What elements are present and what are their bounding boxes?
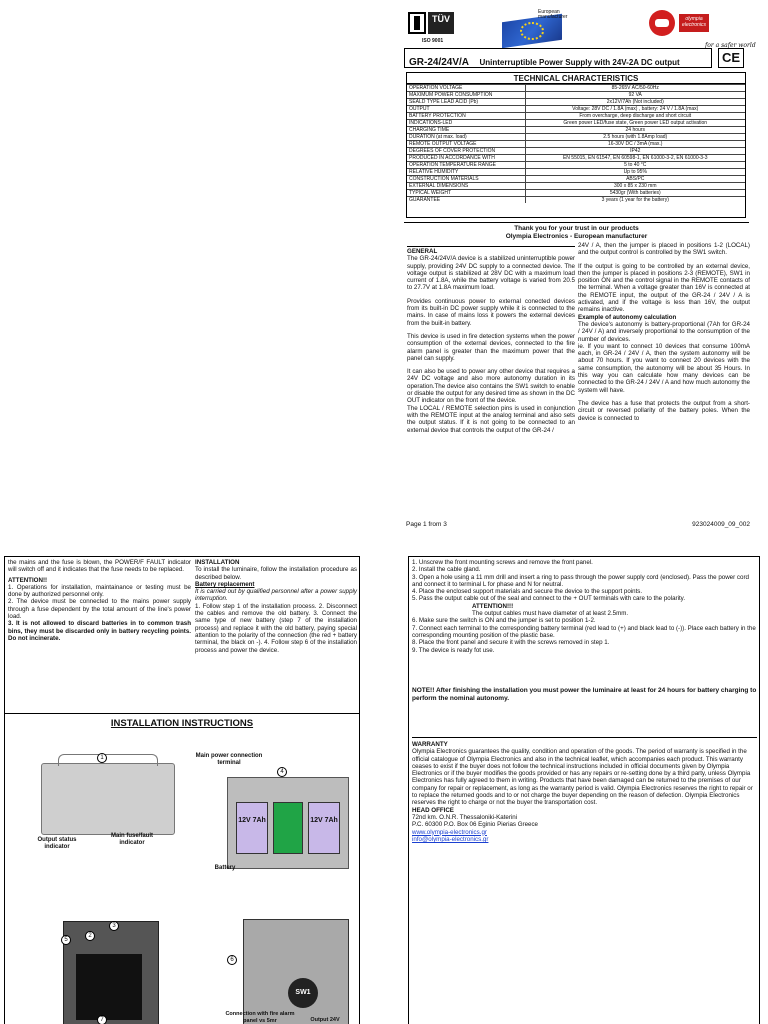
tech-value: 2x12V/7Ah (Not included) bbox=[525, 99, 745, 106]
right-paragraph-4: ie. If you want to connect 10 devices that consume 100mA each, in GR-24 / 24V / A, then the system autonomy will be about 70 hours. If you want to connect 20 devices with the same consumption, the autonomy will be about 35 Hours. In this way you can calculate how many devices can be connected to the GR-24 / 24V / A and how much autonomy the system will have. bbox=[578, 342, 750, 394]
main-power-terminal-label: Main power connection terminal bbox=[195, 753, 263, 766]
tech-row bbox=[407, 141, 745, 148]
olympia-circle-icon bbox=[649, 10, 675, 36]
tech-value: Voltage: 28V DC / 1.8A (max) , battery: 24 V / 1.8A (max) bbox=[525, 106, 745, 113]
eu-flag-logo bbox=[502, 9, 568, 46]
installation-step: 4. Place the enclosed support materials and secure the device to the support points. bbox=[412, 588, 643, 596]
model-name: GR-24/24V/A bbox=[409, 57, 470, 68]
tech-key: PRODUCED IN ACCORDANCE WITH bbox=[407, 155, 525, 162]
tech-row bbox=[407, 85, 745, 92]
autonomy-heading: Example of autonomy calculation bbox=[578, 313, 677, 321]
callout-5-icon: 5 bbox=[61, 935, 71, 945]
battery-replacement-note: It is carried out by qualified personnel after a power supply interruption. bbox=[195, 588, 357, 603]
tech-value: ABS/PC bbox=[525, 176, 745, 183]
installation-step: 5. Pass the output cable out of the seal and connect to the + OUT terminals with care to the polarity. bbox=[412, 595, 686, 603]
tech-row bbox=[407, 120, 745, 127]
tech-value: 16-30V DC / 3mA (max.) bbox=[525, 141, 745, 148]
tech-row bbox=[407, 106, 745, 113]
general-paragraph-2: Provides continuous power to external conected devices from its built-in DC power supply while it is connected to the mains. In case of mains loss it powers the external devices from the built-in battery. bbox=[407, 297, 575, 327]
tech-row bbox=[407, 134, 745, 141]
callout-3-icon: 3 bbox=[109, 921, 119, 931]
installation-instructions-title: INSTALLATION INSTRUCTIONS bbox=[5, 713, 359, 729]
warranty-heading: WARRANTY bbox=[412, 741, 448, 748]
right-paragraph-5: The device has a fuse that protects the output from a short-circuit or reversed pollarity of the battery poles. When the device is connected to bbox=[578, 399, 750, 422]
right-paragraph-2: If the output is going to be controlled by an external device, then the jumper is placed in positions 2-3 (REMOTE), SW1 in position ON and the control signal in the REMOTE contacts of the terminal. When a voltage greater than 16V is connected at the REMOTE input, the output of the GR-24 / 24V / A is activated, and if the voltage is less than 16V, the output remains inactive. bbox=[578, 262, 750, 314]
installation-step: 1. Unscrew the front mounting screws and remove the front panel. bbox=[412, 559, 593, 566]
website-link[interactable]: www.olympia-electronics.gr bbox=[412, 828, 487, 836]
connection-label: Connection with fire alarm panel vs 5mr bbox=[225, 1011, 295, 1024]
page-1 bbox=[404, 0, 768, 535]
tech-key: REMOTE OUTPUT VOLTAGE bbox=[407, 141, 525, 148]
tech-value: 5 to 40 °C bbox=[525, 162, 745, 169]
general-column bbox=[407, 246, 575, 516]
main-fuse-label: Main fuse/fault indicator bbox=[110, 833, 153, 846]
tech-table-title: TECHNICAL CHARACTERISTICS bbox=[407, 73, 745, 84]
head-office-heading: HEAD OFFICE bbox=[412, 806, 454, 814]
tech-key: RELATIVE HUMIDITY bbox=[407, 169, 525, 176]
tech-value: 300 x 85 x 230 mm bbox=[525, 183, 745, 190]
battery-label: Battery bbox=[214, 865, 236, 871]
title-row bbox=[404, 48, 768, 68]
battery-compartment-diagram bbox=[227, 777, 349, 869]
warranty-text: Olympia Electronics guarantees the quality, condition and operation of the goods. The period of warranty is specified in the official catalogue of Olympia Electronics and also in the technical leaflet, which accompanies each product. This warranty ceases to exist if the buyer does not follow the technical instructions included in official documents given by Olympia Electronics or if the buyer modifies the goods provided or has any repairs or re-setting done by a third party, unless Olympia Electronics has fully agreed to them in writing. Products that have been damaged can be returned to the premises of our company for repair or replacement, as long as the warranty period is valid. Olympia Electronics reserves the right to repair or to replace the returned goods and to or not charge the buyer depending on the reason of defection. Olympia Electronics reserves the right to charge or not the buyer the transportation cost. bbox=[412, 748, 753, 807]
slogan: for a safer world bbox=[705, 42, 756, 49]
product-title-box bbox=[404, 48, 712, 68]
tuv-box: TÜV bbox=[428, 12, 454, 34]
tech-value: 92 VA bbox=[525, 92, 745, 99]
general-paragraph-4: It can also be used to power any other device that requires a 24V DC voltage and also more autonomy duration in its operation.The device also contains the SW1 switch to enable or disable the output for any desired time as shown in the DC OUT indicator on the front of the device. bbox=[407, 368, 575, 405]
tech-value: IP42 bbox=[525, 148, 745, 155]
tech-row bbox=[407, 92, 745, 99]
iso-label: ISO 9001 bbox=[422, 38, 444, 44]
installation-column bbox=[195, 559, 357, 657]
callout-7-icon: 7 bbox=[97, 1015, 107, 1024]
callout-6-icon: 6 bbox=[227, 955, 237, 965]
installation-step: 3. Open a hole using a 11 mm drill and insert a ring to pass through the power supply cord (enclosed). Pass the power cord and connect it to terminal L for phase and N for neutral. bbox=[412, 573, 749, 588]
tech-key: CONSTRUCTION MATERIALS bbox=[407, 176, 525, 183]
front-panel-diagram bbox=[41, 763, 175, 835]
product-description: Uninterruptible Power Supply with 24V-2A DC output bbox=[479, 58, 680, 67]
tech-key: DEGREES OF COVER PROTECTION bbox=[407, 148, 525, 155]
handle-outline bbox=[58, 754, 158, 766]
attention-column bbox=[8, 559, 191, 645]
tech-table bbox=[407, 84, 745, 203]
european-manufacturer-label: European manufacturer bbox=[538, 9, 568, 20]
tech-row bbox=[407, 197, 745, 204]
page-2 bbox=[4, 556, 360, 1024]
tech-key: TYPICAL WEIGHT bbox=[407, 190, 525, 197]
tech-key: GUARANTEE bbox=[407, 197, 525, 204]
warranty-section bbox=[412, 737, 757, 843]
callout-1-icon: 1 bbox=[97, 753, 107, 763]
fuse-intro-text: the mains and the fuse is blown, the POWER/F FAULT indicator will switch off and it indicates that the fuse needs to be replaced. bbox=[8, 559, 191, 574]
tech-value: 2.5 hours (with 1.8Amp load) bbox=[525, 134, 745, 141]
installation-step: 2. Install the cable gland. bbox=[412, 566, 481, 574]
installation-step: 6. Make sure the switch is ON and the jumper is set to position 1-2. bbox=[412, 617, 596, 625]
installation-text: To install the luminaire, follow the installation procedure as described below. bbox=[195, 566, 357, 581]
tech-key: OUTPUT bbox=[407, 106, 525, 113]
tech-key: INDICATIONS-LED bbox=[407, 120, 525, 127]
right-paragraph-3: The device's autonomy is battery-proportional (7Ah for GR-24 / 24V / A) and inversely proportional to the consumption of the number of devices. bbox=[578, 320, 750, 343]
general-paragraph-1: The GR-24/24V/A device is a stabilized uninterruptible power supply, providing 24V DC supply to a connected device. The voltage output is stabilized at 28V DC with a maximum load current of 1.8A, while the battery voltage is varied from 20.5 to 27.7V at 1.8A maximum load. bbox=[407, 255, 575, 292]
tech-value: 85-265V AC/50-60Hz bbox=[525, 85, 745, 92]
sw1-switch: SW1 bbox=[288, 978, 318, 1008]
tuv-logo bbox=[408, 12, 456, 42]
general-heading: GENERAL bbox=[407, 248, 438, 255]
page-number: Page 1 from 3 bbox=[406, 521, 447, 528]
office-address-2: P.C. 60300 P.O. Box 06 Eginio Pierias Greece bbox=[412, 821, 539, 829]
photo-interior bbox=[76, 954, 142, 1020]
installation-step: 8. Place the front panel and secure it with the screws removed in step 1. bbox=[412, 639, 610, 647]
installation-step: 9. The device is ready fot use. bbox=[412, 646, 495, 654]
tech-value: Up to 95% bbox=[525, 169, 745, 176]
tech-value: From overcharge, deep discharge and short circuit bbox=[525, 113, 745, 120]
charging-note: NOTE!! After finishing the installation you must power the luminaire at least for 24 hours for battery charging to perform the nominal autonomy. bbox=[412, 687, 757, 702]
tech-key: MAXIMUM POWER CONSUMPTION bbox=[407, 92, 525, 99]
tech-key: EXTERNAL DIMENSIONS bbox=[407, 183, 525, 190]
page-3 bbox=[408, 556, 760, 1024]
tech-value: Green power LED/fuse state, Green power LED output activation bbox=[525, 120, 745, 127]
office-address-1: 72nd km. O.N.R. Thessaloniki-Katerini bbox=[412, 813, 518, 821]
tech-key: SEALD TYPE LEAD ACID (Pb) bbox=[407, 99, 525, 106]
output-label: Output 24V bbox=[310, 1017, 340, 1023]
tech-key: OPERATION TEMPERATURE RANGE bbox=[407, 162, 525, 169]
tech-row bbox=[407, 176, 745, 183]
tech-row bbox=[407, 127, 745, 134]
tech-row bbox=[407, 169, 745, 176]
tech-value: 5430gr (With batteries) bbox=[525, 190, 745, 197]
tech-key: DURATION (at max. load) bbox=[407, 134, 525, 141]
page-footer bbox=[406, 521, 750, 528]
tech-key: OPERATION VOLTAGE bbox=[407, 85, 525, 92]
tech-row bbox=[407, 113, 745, 120]
installation-step: The output cables must have diameter of at least 2.5mm. bbox=[472, 610, 629, 618]
output-status-label: Output status indicator bbox=[37, 837, 77, 850]
tech-row bbox=[407, 190, 745, 197]
terminal-photo bbox=[243, 919, 349, 1024]
tech-value: EN 55015, EN 61547, EN 60598-1, EN 61000-3-2, EN 61000-3-3 bbox=[525, 155, 745, 162]
right-paragraph-1: 24V / A, then the jumper is placed in positions 1-2 (LOCAL) and the output control is controlled by the SW1 switch. bbox=[578, 242, 750, 257]
email-link[interactable]: info@olympia-electronics.gr bbox=[412, 835, 489, 843]
general-paragraph-5: The LOCAL / REMOTE selection pins is used in conjunction with the REMOTE input at the analog terminal and also sets the output status. If it is not going to be connected to an external device that controls the output of the GR-24 / bbox=[407, 404, 575, 434]
brand-name: olympia electronics bbox=[679, 14, 709, 32]
thanks-line-1: Thank you for your trust in our products bbox=[514, 225, 639, 232]
callout-2-icon: 2 bbox=[85, 931, 95, 941]
battery-replacement-steps: 1. Follow step 1 of the installation process. 2. Disconnect the cables and remove the old battery. 3. Connect the same type of new battery (step 7 of the installation process) and replace it with the old battery, paying special attention to the polarity of the connection (the red + battery terminal, the black on -). 4. Follow step 6 of the installation process and power the device. bbox=[195, 602, 357, 654]
attention-item-1: 1. Operations for installation, maintainance or testing must be done by authorized personnel only. bbox=[8, 583, 191, 599]
callout-4-icon: 4 bbox=[277, 767, 287, 777]
right-text-column bbox=[578, 242, 750, 517]
tech-key: CHARGING TIME bbox=[407, 127, 525, 134]
battery-cell-left: 12V 7Ah bbox=[236, 802, 268, 854]
tuv-mark-icon bbox=[408, 12, 426, 34]
battery-cell-right: 12V 7Ah bbox=[308, 802, 340, 854]
tech-row bbox=[407, 155, 745, 162]
document-code: 923024009_09_002 bbox=[692, 521, 750, 528]
attention-item-3: 3. It is not allowed to discard batteries in to common trash bins, they must be discarded only in battery recycling points. Do not incinerate. bbox=[8, 620, 191, 642]
installation-step: 7. Connect each terminal to the corresponding battery terminal (red lead to (+) and black lead to (-)). Place each battery in the corresponding mounting position of the plastic base. bbox=[412, 624, 756, 639]
tech-row bbox=[407, 99, 745, 106]
gland-photo bbox=[63, 921, 159, 1024]
ce-mark-icon: CE bbox=[718, 48, 744, 68]
logo-row bbox=[404, 8, 768, 48]
tech-value: 3 years (1 year for the battery) bbox=[525, 197, 745, 204]
tech-value: 24 hours bbox=[525, 127, 745, 134]
tech-row bbox=[407, 183, 745, 190]
tech-row bbox=[407, 148, 745, 155]
tech-row bbox=[407, 162, 745, 169]
attention-item-2: 2. The device must be connected to the mains power supply through a fuse dependent by the total amount of the line's power load. bbox=[8, 598, 191, 621]
attention-heading: ATTENTION!! bbox=[8, 576, 48, 584]
installation-steps bbox=[412, 559, 757, 654]
general-paragraph-3: This device is used in fire detection systems when the power consumption of the external devices, connected to the fire alarm panel is greater than the maximum power that the panel can supply. bbox=[407, 332, 575, 362]
pcb-board bbox=[273, 802, 303, 854]
thanks-banner bbox=[404, 222, 749, 241]
battery-replacement-heading: Battery replacement bbox=[195, 580, 255, 588]
tech-key: BATTERY PROTECTION bbox=[407, 113, 525, 120]
thanks-line-2: Olympia Electronics - European manufacturer bbox=[505, 233, 648, 240]
installation-step: ATTENTION!!! bbox=[472, 602, 514, 610]
eu-stars-icon bbox=[520, 22, 544, 40]
installation-heading: INSTALLATION bbox=[195, 559, 240, 566]
technical-characteristics-table bbox=[406, 72, 746, 218]
